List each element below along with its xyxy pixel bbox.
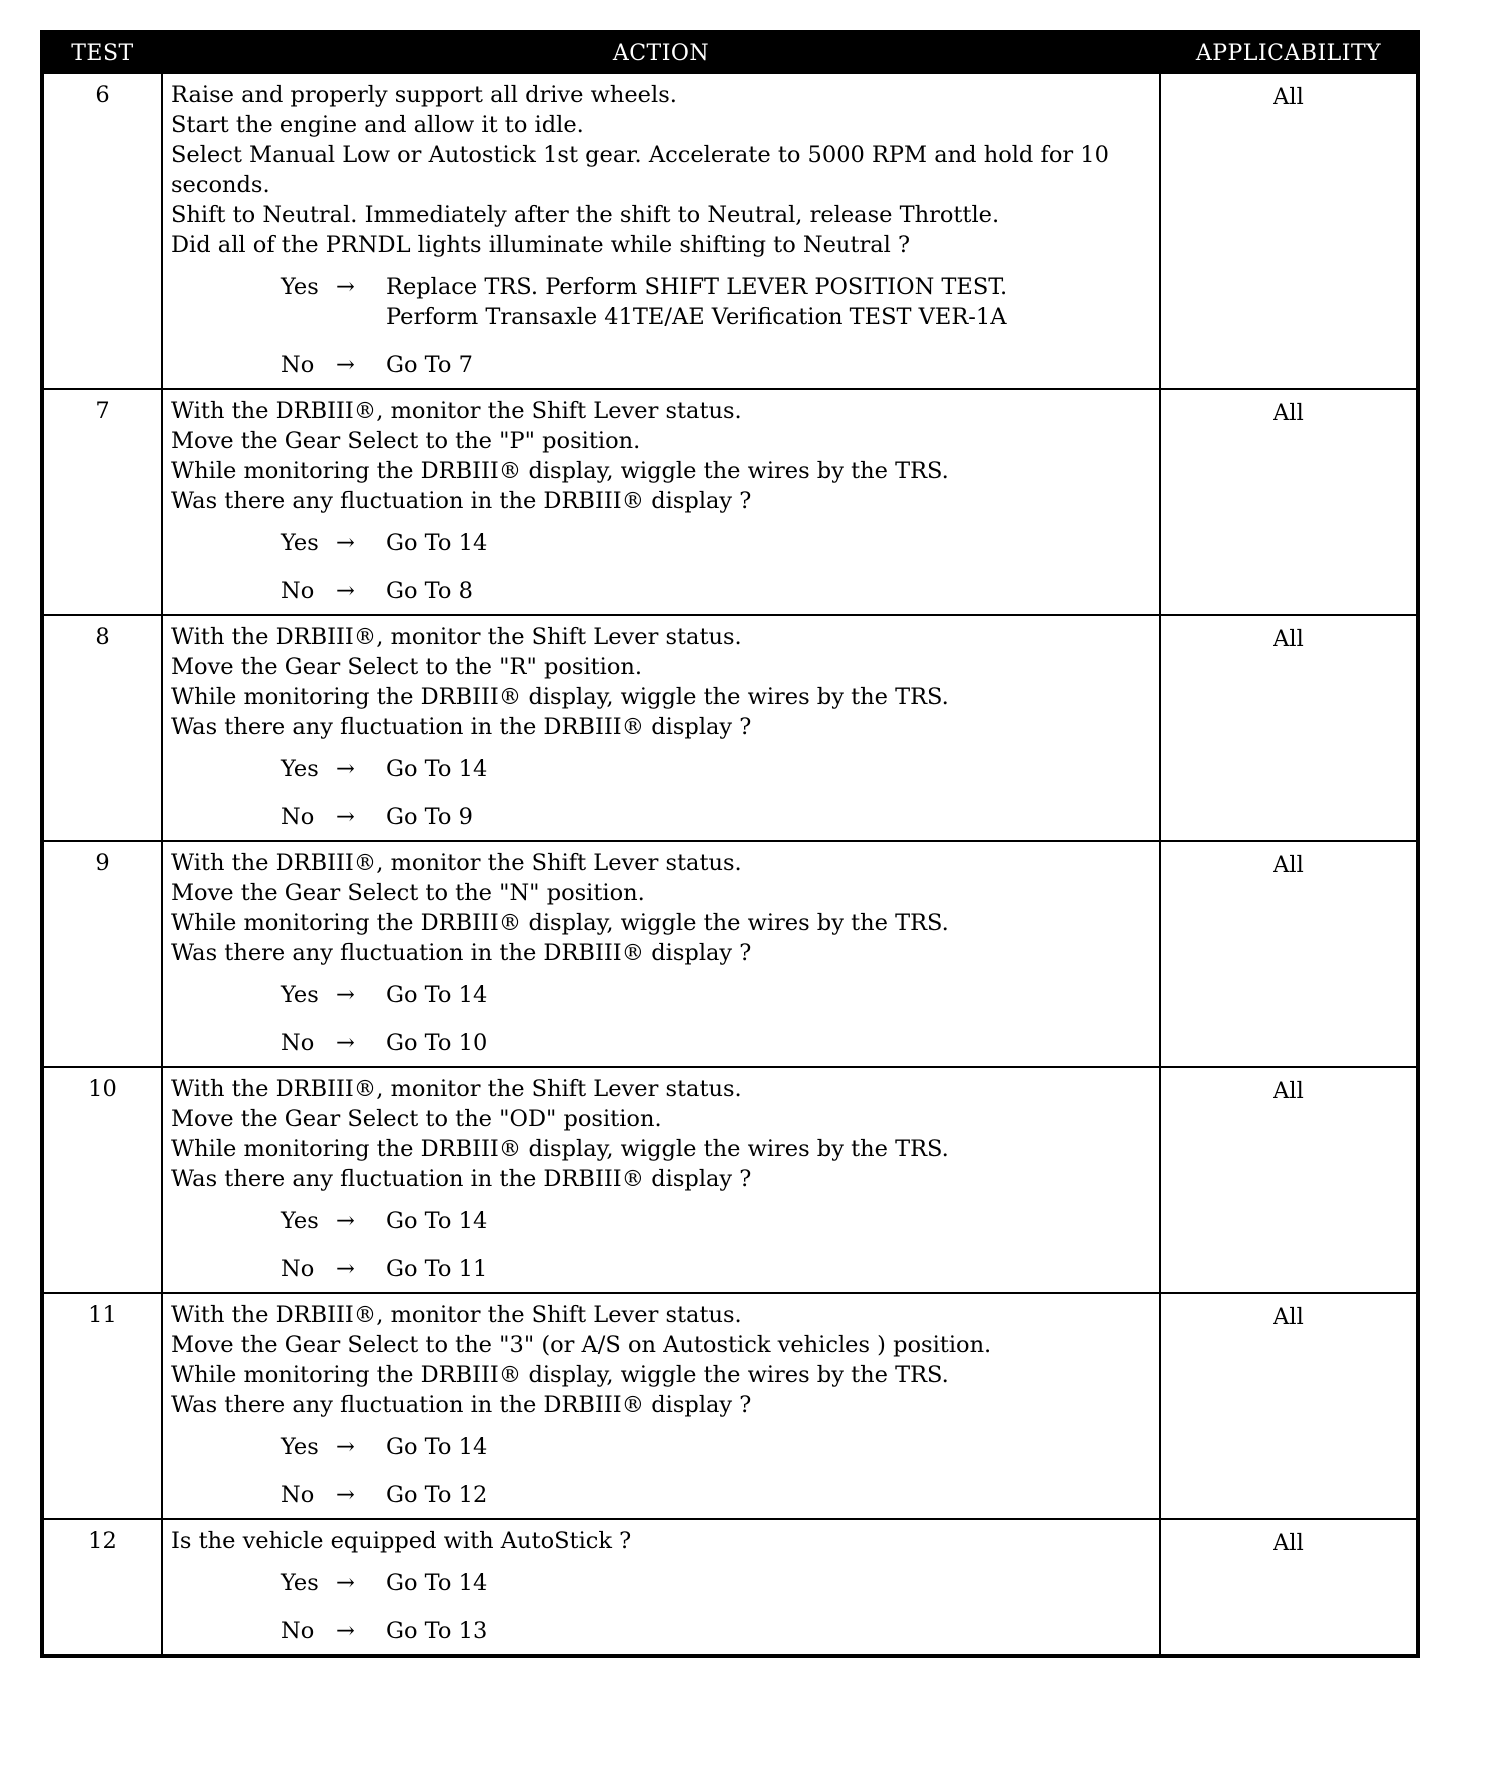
yes-label: Yes [281,982,319,1008]
table-row [42,73,1418,389]
action-step: With the DRBIII®, monitor the Shift Lever status. [171,624,742,650]
action-step: Is the vehicle equipped with AutoStick ? [171,1528,632,1554]
action-cell [162,73,1160,389]
yes-result [386,980,1155,1010]
no-answer [171,1028,1155,1058]
yes-answer [171,1432,1155,1462]
yes-label: Yes [281,1208,319,1234]
action-cell [162,615,1160,841]
action-cell [162,1519,1160,1656]
action-step: Start the engine and allow it to idle. [171,112,584,138]
arrow-icon: → [336,530,355,556]
arrow-icon: → [336,756,355,782]
result-line: Go To 7 [386,352,473,378]
no-label: No [281,1030,315,1056]
header-applicability: APPLICABILITY [1160,32,1418,73]
action-step: With the DRBIII®, monitor the Shift Lever status. [171,1302,742,1328]
table-row [42,1067,1418,1293]
no-answer [171,1616,1155,1646]
action-cell [162,841,1160,1067]
arrow-icon: → [336,1570,355,1596]
applicability-value: All [1160,1067,1418,1293]
action-step: Move the Gear Select to the "N" position. [171,880,645,906]
test-number: 12 [42,1519,162,1656]
applicability-value: All [1160,73,1418,389]
arrow-icon: → [336,274,355,300]
yes-label: Yes [281,274,319,300]
diagnostic-page [40,30,1420,1658]
action-step: Did all of the PRNDL lights illuminate while shifting to Neutral ? [171,232,911,258]
yes-answer [171,1568,1155,1598]
yes-answer [171,754,1155,784]
action-step: Was there any fluctuation in the DRBIII® display ? [171,1392,752,1418]
action-step: Move the Gear Select to the "OD" position. [171,1106,662,1132]
arrow-icon: → [336,1208,355,1234]
action-step: While monitoring the DRBIII® display, wiggle the wires by the TRS. [171,1136,949,1162]
arrow-icon: → [336,352,355,378]
action-step: With the DRBIII®, monitor the Shift Lever status. [171,850,742,876]
yes-answer [171,272,1155,332]
test-number: 11 [42,1293,162,1519]
no-result [386,350,1155,380]
test-number: 6 [42,73,162,389]
header-test: TEST [42,32,162,73]
result-line: Go To 14 [386,530,488,556]
result-line: Go To 10 [386,1030,488,1056]
no-result [386,1616,1155,1646]
result-line: Go To 12 [386,1482,488,1508]
no-answer [171,350,1155,380]
table-header-row [42,32,1418,73]
action-steps [171,1526,1155,1556]
yes-label: Yes [281,530,319,556]
no-label: No [281,1618,315,1644]
yes-answer [171,980,1155,1010]
no-result [386,1028,1155,1058]
yes-result [386,1568,1155,1598]
no-label: No [281,352,315,378]
applicability-value: All [1160,1519,1418,1656]
applicability-value: All [1160,841,1418,1067]
action-step: While monitoring the DRBIII® display, wiggle the wires by the TRS. [171,458,949,484]
action-step: While monitoring the DRBIII® display, wiggle the wires by the TRS. [171,1362,949,1388]
no-answer [171,1254,1155,1284]
table-row [42,1293,1418,1519]
arrow-icon: → [336,1618,355,1644]
yes-answer [171,528,1155,558]
applicability-value: All [1160,389,1418,615]
no-result [386,576,1155,606]
action-step: While monitoring the DRBIII® display, wiggle the wires by the TRS. [171,910,949,936]
action-steps [171,1074,1155,1194]
yes-result [386,754,1155,784]
action-step: Select Manual Low or Autostick 1st gear. Accelerate to 5000 RPM and hold for 10 seconds. [171,142,1109,198]
result-line: Go To 14 [386,1208,488,1234]
arrow-icon: → [336,982,355,1008]
action-step: With the DRBIII®, monitor the Shift Lever status. [171,398,742,424]
result-line: Replace TRS. Perform SHIFT LEVER POSITION TEST. [386,274,1008,300]
result-line: Go To 9 [386,804,473,830]
yes-result [386,1206,1155,1236]
no-label: No [281,1482,315,1508]
table-row [42,841,1418,1067]
table-row [42,1519,1418,1656]
result-line: Go To 11 [386,1256,488,1282]
arrow-icon: → [336,1256,355,1282]
yes-result [386,1432,1155,1462]
no-answer [171,802,1155,832]
result-line: Go To 14 [386,982,488,1008]
applicability-value: All [1160,615,1418,841]
table-row [42,615,1418,841]
arrow-icon: → [336,578,355,604]
no-result [386,802,1155,832]
action-step: Raise and properly support all drive wheels. [171,82,677,108]
test-number: 7 [42,389,162,615]
result-line: Go To 14 [386,756,488,782]
result-line: Go To 8 [386,578,473,604]
yes-answer [171,1206,1155,1236]
arrow-icon: → [336,1434,355,1460]
action-steps [171,80,1155,260]
action-step: With the DRBIII®, monitor the Shift Lever status. [171,1076,742,1102]
action-step: Move the Gear Select to the "3" (or A/S on Autostick vehicles ) position. [171,1332,992,1358]
test-number: 10 [42,1067,162,1293]
arrow-icon: → [336,1482,355,1508]
applicability-value: All [1160,1293,1418,1519]
table-row [42,389,1418,615]
action-steps [171,622,1155,742]
action-steps [171,1300,1155,1420]
action-step: Was there any fluctuation in the DRBIII® display ? [171,940,752,966]
action-step: Was there any fluctuation in the DRBIII® display ? [171,714,752,740]
action-steps [171,848,1155,968]
action-steps [171,396,1155,516]
arrow-icon: → [336,804,355,830]
result-line: Perform Transaxle 41TE/AE Verification TEST VER-1A [386,304,1007,330]
action-step: Was there any fluctuation in the DRBIII® display ? [171,1166,752,1192]
test-number: 8 [42,615,162,841]
yes-label: Yes [281,1570,319,1596]
action-cell [162,389,1160,615]
arrow-icon: → [336,1030,355,1056]
action-step: Was there any fluctuation in the DRBIII® display ? [171,488,752,514]
yes-label: Yes [281,756,319,782]
action-step: Move the Gear Select to the "P" position. [171,428,641,454]
yes-result [386,528,1155,558]
no-result [386,1480,1155,1510]
action-cell [162,1293,1160,1519]
yes-result [386,272,1155,332]
header-action: ACTION [162,32,1160,73]
result-line: Go To 14 [386,1570,488,1596]
action-step: Move the Gear Select to the "R" position. [171,654,643,680]
result-line: Go To 14 [386,1434,488,1460]
table-body [42,73,1418,1656]
no-result [386,1254,1155,1284]
diagnostic-table [40,30,1420,1658]
no-answer [171,576,1155,606]
no-label: No [281,1256,315,1282]
no-label: No [281,578,315,604]
test-number: 9 [42,841,162,1067]
no-label: No [281,804,315,830]
yes-label: Yes [281,1434,319,1460]
action-step: Shift to Neutral. Immediately after the shift to Neutral, release Throttle. [171,202,1000,228]
action-step: While monitoring the DRBIII® display, wiggle the wires by the TRS. [171,684,949,710]
action-cell [162,1067,1160,1293]
result-line: Go To 13 [386,1618,488,1644]
no-answer [171,1480,1155,1510]
